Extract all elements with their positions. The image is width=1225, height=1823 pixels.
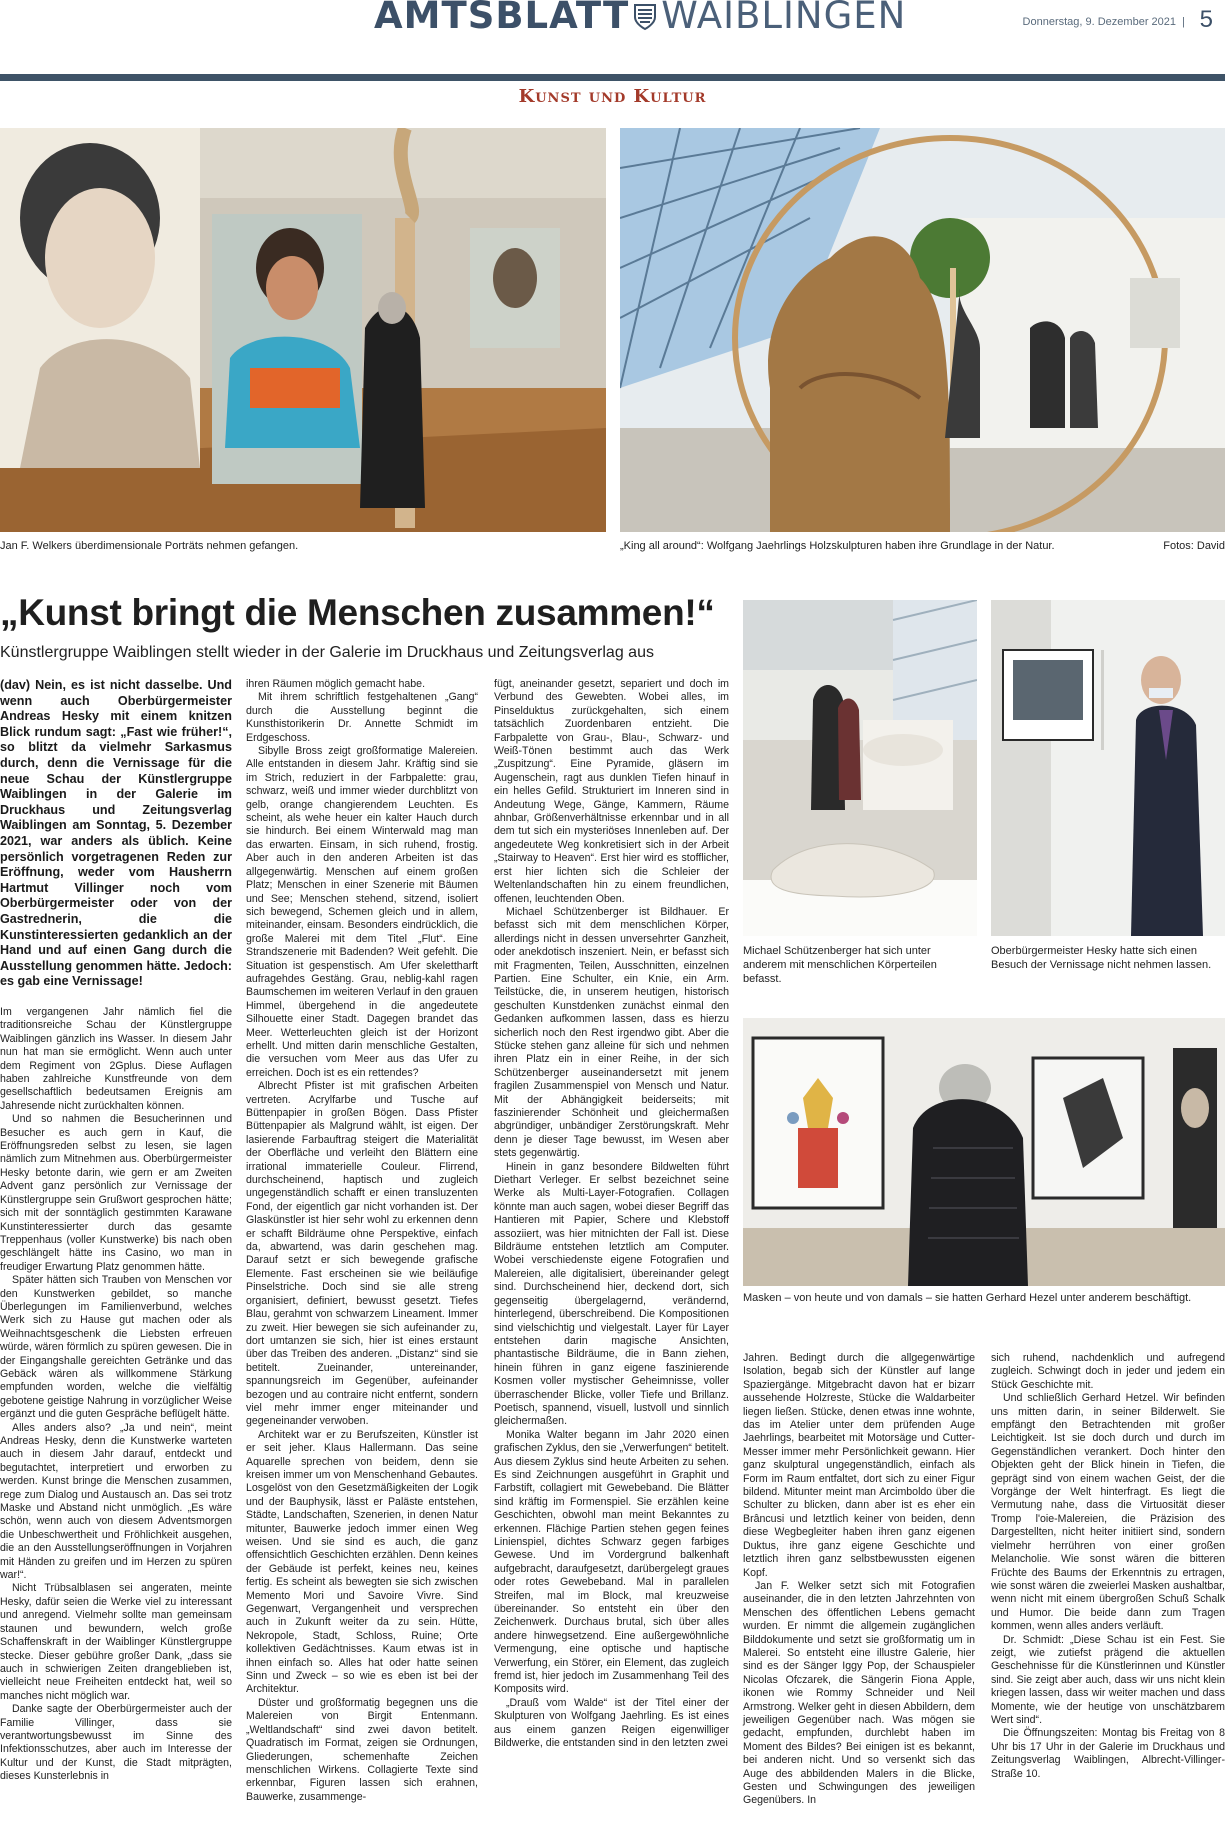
paragraph: Danke sagte der Oberbürgermeister auch der Familie Villinger, dass sie verantwortungsbewusst im Sinne des Infektionsschutzes, aber auch im Interesse der Kultur und der Kunst, die Stadt mitprägten, dieses Kunsterlebnis in	[0, 1703, 232, 1783]
paragraph: Monika Walter begann im Jahr 2020 einen grafischen Zyklus, den sie „Verwerfungen“ betitelt. Aus diesem Zyklus sind heute Arbeiten zu sehen. Es sind Zeichnungen ausgeführt in Graphit und Farbstift, collagiert mit Gewebeband. Die Blätter sind kräftig im Formenspiel. Sie erzählen keine Geschichten, obwohl man meint Bekanntes zu erkennen. Flächige Partien stehen gegen feines Linienspiel, dichtes Schwarz gegen farbiges Gewese. Und im Vordergrund balkenhaft aufgebracht, daraufgesetzt, darübergelegt graues oder rotes Gewebeband. Mal in parallelen Streifen, mal im Block, mal kreuzweise übereinander. So entsteht ein über den Zeichenwerk. Durchaus brutal, sich über alles andere hinwegsetzend. Eine außergewöhnliche Vermengung, eine optische und haptische Verwerfung, ein Störer, ein Element, das zugleich fremd ist, hier jedoch im Zusammenhang Teil des Komposits wird.	[494, 1428, 729, 1696]
photo-wood-sculpture	[620, 128, 1225, 532]
paragraph: Jahren. Bedingt durch die allgegenwärtige Isolation, begab sich der Künstler auf lange Spaziergänge. Mitgebracht davon hat er bizarr aussehende Holzreste, Stücke die Waldarbeiter liegen ließen. Stücke, denen etwas inne wohnte, das im Atelier unter dem prüfenden Auge Jaehrlings, bearbeitet mit Motorsäge und Cutter-Messer immer mehr Persönlichkeit gewann. Hier ganz skulptural ungegenständlich, einfach als Form im Raum entfaltet, dort sich zu einer Figur bildend. Mitunter meint man Arcimboldo über die Schulter zu blicken, dann aber ist es eher ein Brâncusi und letztlich keiner von beiden, denn diese Wegbegleiter haben ihren ganz eigenen Duktus, ihre ganz eigene Geschichte und letztlich ihren ganz selbstbewussten eigenen Kopf.	[743, 1352, 975, 1579]
title-thin: WAIBLINGEN	[661, 0, 907, 37]
paragraph: Michael Schützenberger ist Bildhauer. Er befasst sich mit dem menschlichen Körper, allerdings nicht in dessen unversehrter Ganzheit, oder anekdotisch inszeniert. Nein, er befasst sich mit Fragmenten, Teilen, Ausschnitten, einzelnen Partien. Eine Schulter, ein Knie, ein Arm. Teilstücke, die, in unserem heutigen, historisch geschulten Kunstdenken zunächst einmal den Gedanken aufkommen lassen, dass es hierzu sicherlich noch den Rest irgendwo gibt. Aber die Stücke stehen ganz alleine für sich und nehmen ihren Platz ein in einer Reihe, in der sich Schützenberger auseinandersetzt mit jenem fragilen Zusammenspiel von Mensch und Natur. Mit der Abhängigkeit beiderseits; mit faszinierender Schönheit und gleichermaßen abgründiger, unbändiger Zerstörungskraft. Mehr denn je dieser Tage bewusst, im Wesen aber stets gegenwärtig.	[494, 905, 729, 1160]
article-column-3	[494, 678, 729, 1751]
paragraph: sich ruhend, nachdenklich und aufregend zugleich. Schwingt doch in jeder und jedem ein Stück Geschichte mit.	[991, 1352, 1225, 1391]
paragraph: ihren Räumen möglich gemacht habe.	[246, 678, 426, 690]
masthead	[0, 0, 1225, 46]
paragraph: Und schließlich Gerhard Hetzel. Wir befinden uns mitten darin, in seiner Bilderwelt. Sie empfängt den Betrachtenden mit großer Leichtigkeit. Ist sie doch durch und durch im Gegenständlichen verankert. Doch hinter den Objekten geht der Blick hinein in Tiefen, die geprägt sind von einem wachen Geist, der die Vorgänge der Welt hinterfragt. Es liegt die Vermutung nahe, dass die Virtuosität dieser Tromp l'oie-Malereien, die Präzision des Dargestellten, nicht heiter initiiert sind, sondern vielmehr herrühren von einer großen Melancholie. Wie sonst wären die bitteren Früchte des Baums der Erkenntnis zu ertragen, wie sonst wären die zweierlei Masken aushaltbar, wenn nicht mit einem übergroßen Schuß Schalk und Humor. Die beide dann zum Tragen kommen, wenn alles anders verläuft.	[991, 1392, 1225, 1633]
paragraph: Später hätten sich Trauben von Menschen vor den Kunstwerken gebildet, so manche Überlegungen im Familienverbund, welches Werk sich zu Hause gut machen oder als Weihnachtsgeschenk die Liebsten erfreuen würde, wären förmlich zu spüren gewesen. Die in der Eingangshalle gereichten Getränke und das Gebäck wären als willkommene Stärkung empfunden worden, welche die vielfältig gebotene geistige Nahrung in vorzüglicher Weise ergänzt und die guten Gespräche beflügelt hätte.	[0, 1274, 232, 1421]
article-headline: „Kunst bringt die Menschen zusammen!“	[0, 592, 715, 633]
photo-caption-hesky: Oberbürgermeister Hesky hatte sich einen Besuch der Vernissage nicht nehmen lassen.	[991, 945, 1212, 971]
photo-mayor-hesky	[991, 600, 1225, 936]
photo-caption-right: „King all around“: Wolfgang Jaehrlings Holzskulpturen haben ihre Grundlage in der Natur.	[620, 540, 1055, 552]
paragraph: Düster und großformatig begegnen uns die Malereien von Birgit Entenmann. „Weltlandschaft“ sind zwei davon betitelt. Quadratisch im Format, zeigen sie Ordnungen, Gliederungen, schemenhafte Zeichen menschlichen Wirkens. Collagierte Texte sind erkennbar, Figuren lassen sich erahnen, Bauwerke, zusammenge-	[246, 1696, 478, 1803]
lead-paragraph: (dav) Nein, es ist nicht dasselbe. Und wenn auch Oberbürgermeister Andreas Hesky mit einem knitzen Blick rundum sagt: „Fast wie früher!“, so blitzt da vielmehr Sarkasmus durch, denn die Vernissage für die neue Schau der Künstlergruppe Waiblingen in der Galerie im Druckhaus und Zeitungsverlag Waiblingen am Sonntag, 5. Dezember 2021, war anders als üblich. Keine persönlich vorgetragenen Reden zur Eröffnung, weder vom Hausherrn Hartmut Villinger noch vom Oberbürgermeister oder von der Gastrednerin, die die Kunstinteressierten gedanklich an der Hand und auf einen Gang durch die Ausstellung genommen hätte. Jedoch: es gab eine Vernissage!	[0, 678, 232, 989]
paragraph: Alles anders also? „Ja und nein“, meint Andreas Hesky, denn die Kunstwerke warteten auch in diesem Jahr darauf, entdeckt und begutachtet, interpretiert und erworben zu werden. Kunst bringe die Menschen zusammen, rege zum Dialog und Austausch an. Das sei trotz Maske und Abstand nicht unmöglich. „Es wäre schön, wenn auch von diesem Adventsmorgen die Unbeschwertheit und Fröhlichkeit ausgehen, die an den Ausstellungseröffnungen in Vorjahren mit Händen zu greifen und im Herzen zu spüren war!“.	[0, 1421, 232, 1582]
article-column-5	[991, 1352, 1225, 1781]
paragraph: Hinein in ganz besondere Bildwelten führt Diethart Verleger. Er selbst bezeichnet seine Werke als Multi-Layer-Fotografien. Collagen könnte man auch sagen, wobei dieser Begriff das Hantieren mit Papier, Schere und Klebstoff assoziiert, was hier mitnichten der Fall ist. Diese Bildräume entstehen letztlich am Computer. Wobei verschiedenste eigene Fotografien und Malereien, alle digitalisiert, übereinander gelegt sind. Durchscheinend hier, deckend dort, sich gegenseitig übergelagernd, verändernd, hinterlegend, überschreibend. Die Kompositionen sind vielschichtig und vielgestalt. Layer für Layer entstehen darin magische Ansichten, phantastische Bildräume, die in Bann ziehen, hinein führen in ganz eigene faszinierende Kosmen voller mystischer Geheimnisse, voller überraschender Blicke, voller Tiefe und Brillanz. Poetisch, spannend, visuell, lustvoll und sinnlich gleichermaßen.	[494, 1160, 729, 1428]
coat-of-arms-icon	[633, 3, 657, 31]
photo-portraits-gallery	[0, 128, 606, 532]
paragraph: Dr. Schmidt: „Diese Schau ist ein Fest. Sie zeigt, wie zutiefst prägend die aktuellen Geschehnisse für die Künstlerinnen und Künstler sind. Sie zeigt aber auch, dass wir uns nicht klein kriegen lassen, dass wir weiter machen und dass Momente, wie der heutige von unschätzbarem Wert sind“.	[991, 1633, 1225, 1726]
article-column-1	[0, 1006, 232, 1784]
article-column-4	[743, 1352, 975, 1808]
header-rule	[0, 74, 1225, 81]
photo-caption-hezel: Masken – von heute und von damals – sie hatten Gerhard Hezel unter anderem beschäftigt.	[743, 1292, 1192, 1304]
article-column-2	[246, 678, 478, 1804]
article-subheadline: Künstlergruppe Waiblingen stellt wieder in der Galerie im Druckhaus und Zeitungsverlag aus	[0, 644, 654, 661]
paragraph: Sibylle Bross zeigt großformatige Malereien. Alle entstanden in diesem Jahr. Kräftig sind sie im Strich, reduziert in der Farbpalette: grau, schwarz, weiß und immer wieder durchblitzt von gelb, orange changierendem Leuchten. Es scheint, als wehe heuer ein kalter Hauch durch sie hindurch. Bei einem Winterwald mag man das erwarten. Einsam, in sich ruhend, frostig. Aber auch in den anderen Arbeiten ist das allgegenwärtig. Menschen auf einem großen Platz; Menschen in einer Szenerie mit Bäumen und See; Menschen stehend, sitzend, isoliert sich bewegend, Schemen gleich und in allem, miteinander, einsam. Besonders eindrücklich, die große Malerei mit dem Titel „Flut“. Eine Strandszenerie mit Badenden? Weit gefehlt. Die Situation ist gespenstisch. Am Ufer skelettharft aufragehdes Gestäng. Grau, neblig-kahl ragen Baumschemen im weiteren Verlauf in den grauen Himmel, übergehend in die angedeutete Silhouette einer Stadt. Dagegen brandet das Meer. Wetterleuchten gleich ist der Horizont erhellt. Und mitten darin menschliche Gestalten, die versuchen vom Meer aus das Ufer zu erreichen. Doch ist es ein rettendes?	[246, 745, 478, 1079]
paragraph: Jan F. Welker setzt sich mit Fotografien auseinander, die in den letzten Jahrzehnten von Menschen des öffentlichen Lebens gemacht wurden. Er nimmt die allgemein zugänglichen Bilddokumente und setzt sie großformatig um in Malerei. So entsteht eine illustre Galerie, hier sind es der Sänger Iggy Pop, der Schauspieler Nicolas Ofczarek, die Sängerin Fiona Apple, ikonen wie Rommy Schneider und Neil Armstrong. Welker geht in diesen Abbildern, dem jeweiligen Gegenüber nach. Was mögen sie gedacht, empfunden, durchlebt haben im Moment des Bildes? Bei einigen ist es bekannt, bei anderen nicht. Und so versenkt sich das Auge des abbildenden Malers in die Blicke, Gesten und Schwingungen des jeweiligen Gegenübers. In	[743, 1579, 975, 1807]
photo-credit: Fotos: David	[1163, 540, 1225, 552]
article-lead	[0, 678, 232, 990]
paragraph: Und so nahmen die Besucherinnen und Besucher es auch gern in Kauf, die Eröffnungsreden selbst zu lesen, sie lagen nämlich zum Mitnehmen aus. Oberbürgermeister Hesky betonte darin, wie gern er am Zweiten Advent ganz persönlich zur Vernissage der Künstlergruppe sein Grußwort gesprochen hätte; sich mit der sonntäglich gestimmten Karawane Kunstinteressierter durch das gesamte Treppenhaus (voller Kunstwerke) bis nach oben geschlängelt hätte ins Casino, wo man in freudiger Erwartung Platz genommen hätte.	[0, 1113, 232, 1273]
newspaper-title	[374, 0, 906, 37]
paragraph: Albrecht Pfister ist mit grafischen Arbeiten vertreten. Acrylfarbe und Tusche auf Büttenpapier in großen Bögen. Dass Pfister Büttenpapier als Malgrund wählt, ist eigen. Der lasierende Farbauftrag steigert die Materialität der Oberfläche und verleiht den Blättern eine irrational immaterielle Couleur. Flirrend, durchscheinend, haptisch und zugleich ungegenständlich schafft er einen transluzenten Fond, der eigentlich gar nicht vorhanden ist. Der Glaskünstler ist hier sehr wohl zu erkennen denn er schafft Bildräume ohne Perspektive, einfach da, abwartend, was darin geschehen mag. Darauf setzt er sich bewegende grafische Elemente. Fast erscheinen sie wie beiläufige Pinselstriche. Doch sind sie alle streng organisiert, definiert, bewusst gesetzt. Tiefes Blau, gerahmt von schwarzem Lineament. Immer zu zweit. Hier bewegen sie sich aufeinander zu, dort umtanzen sie sich, hier ist eines erstaunt über das Treiben des anderen. „Distanz“ sind sie betitelt. Zueinander, untereinander, spannungsreich im Gegenüber, aufeinander bezogen und au contraire nicht entfernt, sondern viel mehr immer enger miteinander und gegeneinander verwoben.	[246, 1080, 478, 1428]
title-bold: AMTSBLATT	[374, 0, 630, 37]
paragraph: Die Öffnungszeiten: Montag bis Freitag von 8 Uhr bis 17 Uhr in der Galerie im Druckhaus und Zeitungsverlag Waiblingen, Albrecht-Villinger-Straße 10.	[991, 1727, 1225, 1780]
paragraph: Nicht Trübsalblasen sei angeraten, meinte Hesky, dafür seien die Werke viel zu interessant und anregend. Vielmehr sollte man gemeinsam staunen und bewundern, welch große Schaffenskraft in der Waiblinger Künstlergruppe stecke. Dieser gebühre großer Dank, „dass sie auch in schwierigen Zeiten drangeblieben ist, vielleicht neue Freiheiten entdeckt hat, weil so manches nicht möglich war.	[0, 1582, 232, 1702]
paragraph: Mit ihrem schriftlich festgehaltenen „Gang“ durch die Ausstellung beginnt die Kunsthistorikerin Dr. Annette Schmidt im Erdgeschoss.	[246, 691, 478, 744]
photo-caption-left: Jan F. Welkers überdimensionale Porträts nehmen gefangen.	[0, 540, 299, 552]
page-number: 5	[1199, 6, 1213, 33]
paragraph: Im vergangenen Jahr nämlich fiel die traditionsreiche Schau der Künstlergruppe Waiblingen gänzlich ins Wasser. In diesem Jahr nun hat man sie ermöglicht. Wenn auch unter dem Regiment von 2Gplus. Diese Auflagen haben zahlreiche Kunstfreunde von dem gesellschaftlich bedeutsamen Ereignis am Jahresende nicht zurückhalten können.	[0, 1006, 232, 1112]
photo-schuetzenberger	[743, 600, 977, 936]
paragraph: „Drauß vom Walde“ ist der Titel einer der Skulpturen von Wolfgang Jaehrling. Es ist eines aus einem ganzen Reigen eigenwilliger Bildwerke, die entstanden sind in den letzten zwei	[494, 1696, 729, 1750]
paragraph: fügt, aneinander gesetzt, separiert und doch im Verbund des Gewebten. Wobei alles, im Pinselduktus zurückgehalten, sich einem tatsächlich Zuordenbaren entzieht. Die Farbpalette von Grau-, Blau-, Schwarz- und Weiß-Tönen bestimmt auch das Werk „Zuspitzung“. Eine Pyramide, gläsern im Augenschein, ragt aus dunklen Tiefen hinauf in ein helles Gefild. Strukturiert im Inneren sind in Andeutung Wege, Gänge, Kammern, Räume ahnbar, Größenverhältnisse erkennbar und in all dem tut sich ein mysteriöses Innenleben auf. Der angedeutete Weg konkretisiert sich in der Arbeit „Stairway to Heaven“. Erst hier wird es stofflicher, erst hier lichten sich die Schleier der Weltenlandschaften hin zu einem freundlichen, offenen, leuchtenden Oben.	[494, 678, 729, 905]
paragraph: Architekt war er zu Berufszeiten, Künstler ist er seit jeher. Klaus Hallermann. Das seine Aquarelle sprechen von beidem, denn sie kreisen immer um von Menschenhand Gebautes. Losgelöst von den Gesetzmäßigkeiten der Logik und der Bauphysik, lässt er Paläste entstehen, Städte, Landschaften, Szenerien, in denen Natur mitunter, Bauwerke jedoch immer einen Weg weisen. Und sie sind es auch, die ganz offensichtlich Geschichten erzählen. Denn keines der Gebäude ist perfekt, keines neu, keines fertig. Es scheint als bewegten sie sich zwischen Memento Mori und Savoire Vivre. Sind Gegenwart, Vergangenheit und versprechen auch in Zukunft weiter da zu sein. Hütte, Nekropole, Stadt, Schloss, Ruine; Orte kollektiven Gedächtnisses. Kaum etwas ist in ihnen einfach so. Alles hat oder hatte seinen Sinn und Zweck – so wie es eben ist bei der Architektur.	[246, 1428, 478, 1696]
photo-hezel-masks	[743, 1018, 1225, 1286]
issue-date: Donnerstag, 9. Dezember 2021 |	[1022, 16, 1185, 28]
photo-caption-schuetzenberger: Michael Schützenberger hat sich unter anderem mit menschlichen Körperteilen befasst.	[743, 945, 937, 985]
section-title: Kunst und Kultur	[518, 86, 707, 107]
